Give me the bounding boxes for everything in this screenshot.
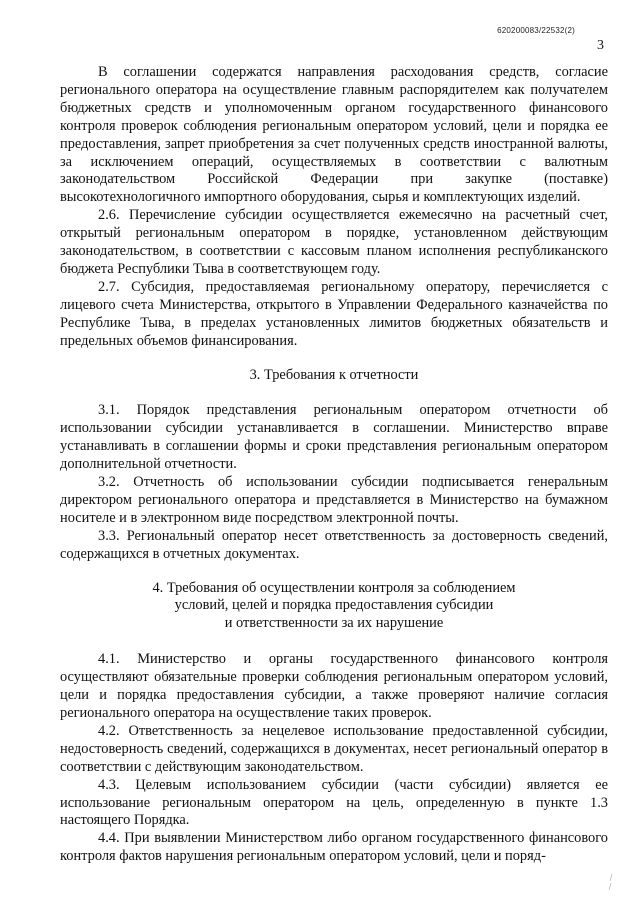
spacer	[60, 351, 608, 367]
section-3-heading	[60, 367, 608, 385]
paragraph-4-4: 4.4. При выявлении Министерством либо органом государственного финансового контроля фактов нарушения региональным оператором условий, цели и поряд-	[60, 830, 608, 865]
section-4-title-line-3: и ответственности за их нарушение	[224, 615, 444, 632]
paragraph-4-3: 4.3. Целевым использованием субсидии (части субсидии) является ее использование региональным оператором на цель, определенную в пункте 1.3 настоящего Порядка.	[60, 776, 608, 829]
section-4-title-line-2: условий, целей и порядка предоставления субсидии	[174, 597, 494, 614]
section-4-heading	[60, 580, 608, 634]
section-3-title: 3. Требования к отчетности	[249, 366, 419, 383]
section-4-title-line-1: 4. Требования об осуществлении контроля за соблюдением	[152, 579, 516, 596]
spacer	[60, 564, 608, 580]
paragraph-2-7: 2.7. Субсидия, предоставляемая региональному оператору, перечисляется с лицевого счета Министерства, открытого в Управлении Федерального казначейства по Республике Тыва, в пределах установленных лимитов бюджетных обязательств и предельных объемов финансирования.	[60, 278, 608, 349]
spacer	[60, 384, 608, 402]
paragraph-3-3: 3.3. Региональный оператор несет ответственность за достоверность сведений, содержащихся в отчетных документах.	[60, 527, 608, 562]
document-body	[60, 64, 608, 866]
paragraph-agreement: В соглашении содержатся направления расходования средств, согласие регионального оператора на осуществление главным распорядителем как получателем бюджетных средств и уполномоченным органом государственного финансового контроля проверок соблюдения региональным оператором условий, цели и порядка ее предоставления, запрет приобретения за счет полученных средств иностранной валюты, за исключением операций, осуществляемых в соответствии с валютным законодательством Российской Федерации при закупке (поставке) высокотехнологичного импортного оборудования, сырья и комплектующих изделий.	[60, 64, 608, 206]
document-id: 620200083/22532(2)	[497, 26, 575, 35]
spacer	[60, 633, 608, 651]
scan-mark-icon	[608, 873, 614, 891]
paragraph-4-1: 4.1. Министерство и органы государственного финансового контроля осуществляют обязательные проверки соблюдения региональным оператором условий, цели и порядка предоставления субсидии, а также проверяют наличие согласия регионального оператора на осуществление таких проверок.	[60, 651, 608, 721]
paragraph-3-1: 3.1. Порядок представления региональным оператором отчетности об использовании субсидии устанавливается в соглашении. Министерство вправе устанавливать в соглашении формы и сроки представления региональным оператором дополнительной отчетности.	[60, 402, 608, 473]
paragraph-4-2: 4.2. Ответственность за нецелевое использование предоставленной субсидии, недостоверность сведений, содержащихся в документах, несет региональный оператор в соответствии с действующим законодательством.	[60, 722, 608, 775]
page-number: 3	[597, 38, 604, 53]
paragraph-3-2: 3.2. Отчетность об использовании субсидии подписывается генеральным директором регионального оператора и представляется в Министерство на бумажном носителе и в электронном виде посредством электронной почты.	[60, 474, 608, 526]
paragraph-2-6: 2.6. Перечисление субсидии осуществляется ежемесячно на расчетный счет, открытый региональным оператором в порядке, установленном действующим законодательством, в соответствии с кассовым планом исполнения республиканского бюджета Республики Тыва в соответствующем году.	[60, 207, 608, 277]
